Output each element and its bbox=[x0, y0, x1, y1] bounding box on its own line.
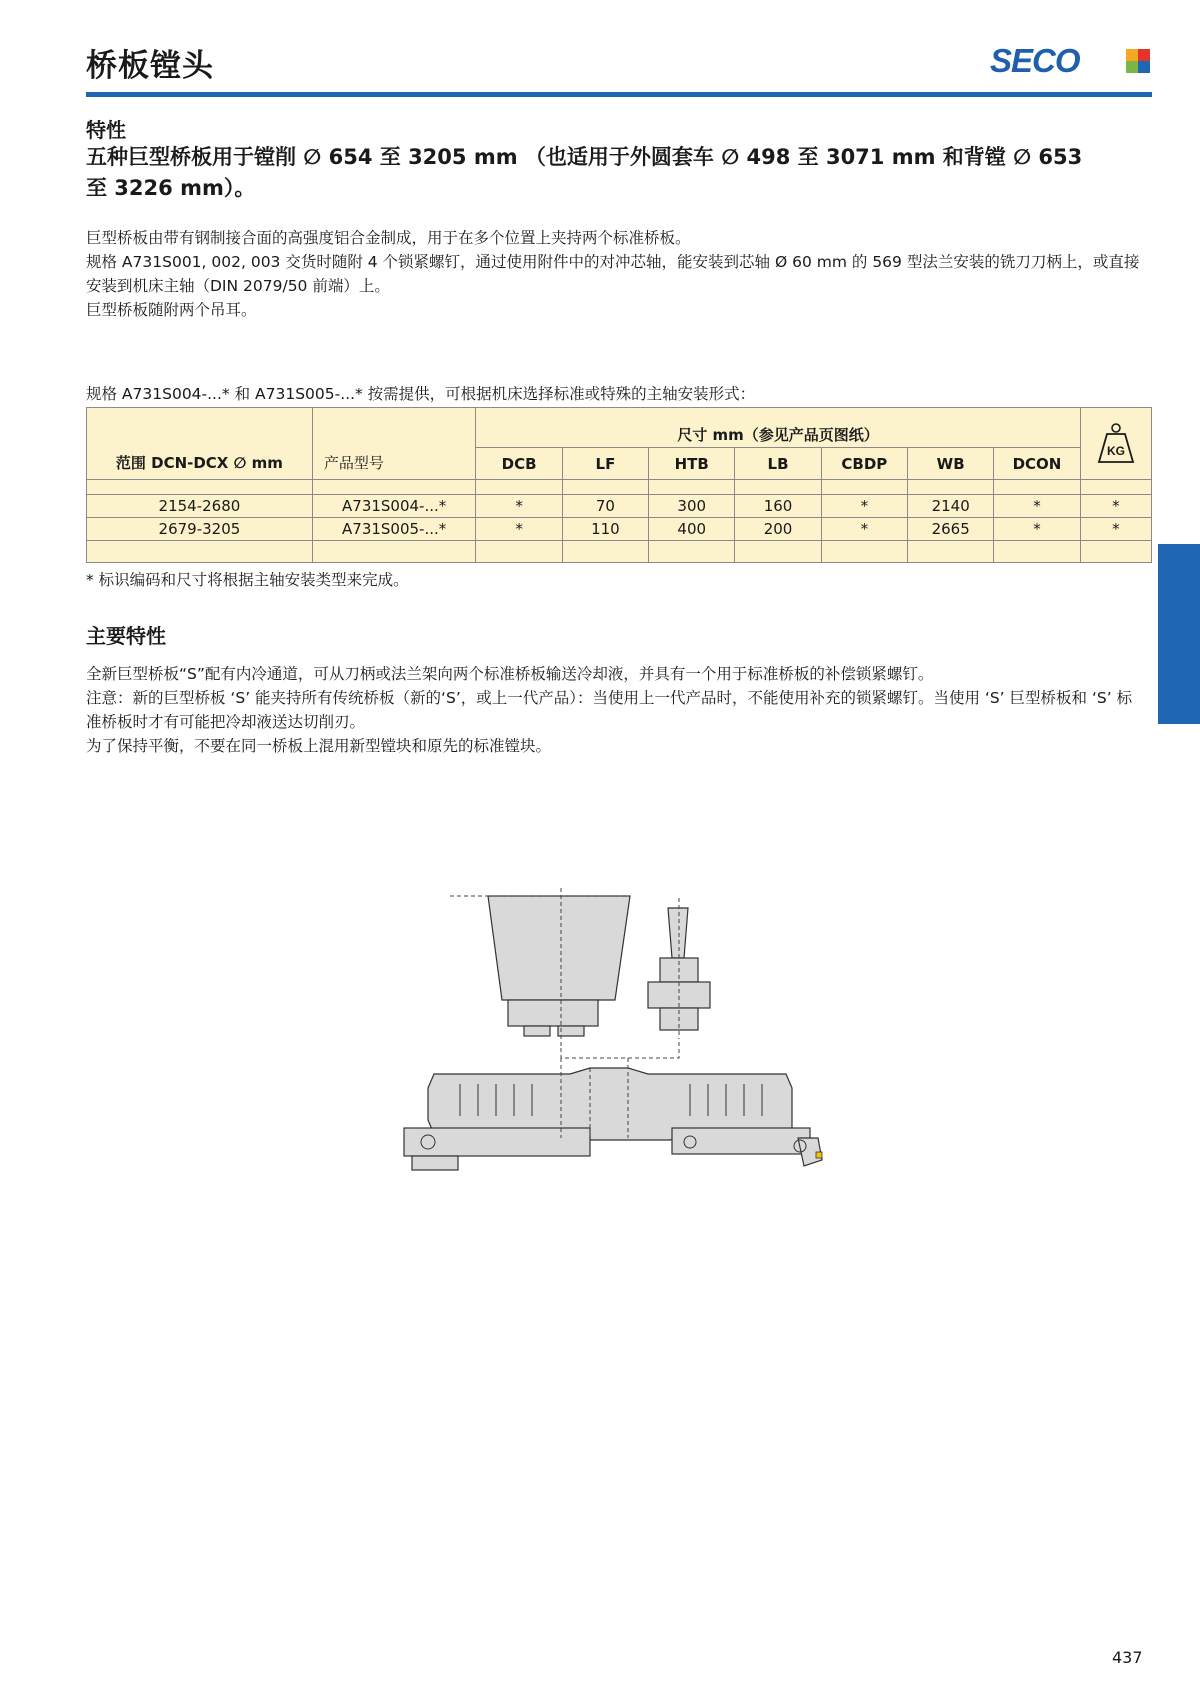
value-cell: 110 bbox=[562, 518, 648, 541]
features-paragraph: 规格 A731S001, 002, 003 交货时随附 4 个锁紧螺钉，通过使用附件中的对冲芯轴，能安装到芯轴 Ø 60 mm 的 569 型法兰安装的铣刀刀柄上，或直接安装到机床主轴（DIN 2079/50 前端）上。 bbox=[86, 253, 1140, 295]
value-cell: * bbox=[994, 518, 1080, 541]
weight-kg-icon bbox=[1096, 422, 1136, 466]
range-cell: 2154-2680 bbox=[87, 495, 313, 518]
table-footnote: * 标识编码和尺寸将根据主轴安装类型来完成。 bbox=[86, 571, 409, 589]
main-features-paragraph: 注意：新的巨型桥板 ‘S’ 能夹持所有传统桥板（新的‘S’，或上一代产品）：当使用上一代产品时，不能使用补充的锁紧螺钉。当使用 ‘S’ 巨型桥板和 ‘S’ 标准桥板时才有可能把冷却液送达切削刃。 bbox=[86, 689, 1133, 731]
spindle-housing bbox=[488, 896, 630, 1000]
features-intro: 五种巨型桥板用于镗削 ∅ 654 至 3205 mm （也适用于外圆套车 ∅ 498 至 3071 mm 和背镗 ∅ 653 至 3226 mm）。 bbox=[86, 145, 1083, 200]
value-cell: * bbox=[821, 495, 907, 518]
column-header: LF bbox=[562, 448, 648, 480]
table-caption: 规格 A731S004-...* 和 A731S005-...* 按需提供，可根据机床选择标准或特殊的主轴安装形式： bbox=[86, 385, 756, 403]
model-cell: A731S005-...* bbox=[312, 518, 476, 541]
table-spacer-row bbox=[87, 480, 1152, 495]
weight-icon-label: KG bbox=[1106, 443, 1125, 458]
table-row bbox=[87, 495, 1152, 518]
spec-table bbox=[86, 407, 1152, 563]
title-rule bbox=[86, 92, 1152, 97]
seco-logo bbox=[990, 44, 1150, 78]
model-cell: A731S004-...* bbox=[312, 495, 476, 518]
value-cell: * bbox=[476, 495, 562, 518]
value-cell: 160 bbox=[735, 495, 821, 518]
column-header: HTB bbox=[649, 448, 735, 480]
page-title: 桥板镗头 bbox=[86, 48, 214, 84]
value-cell: 200 bbox=[735, 518, 821, 541]
main-features-paragraph: 为了保持平衡，不要在同一桥板上混用新型镗块和原先的标准镗块。 bbox=[86, 737, 552, 755]
column-header: LB bbox=[735, 448, 821, 480]
range-cell: 2679-3205 bbox=[87, 518, 313, 541]
value-cell: 2665 bbox=[908, 518, 994, 541]
left-bridge bbox=[404, 1128, 590, 1156]
features-paragraph: 巨型桥板由带有钢制接合面的高强度铝合金制成，用于在多个位置上夹持两个标准桥板。 bbox=[86, 229, 691, 247]
bridge-tool-drawing bbox=[390, 888, 870, 1174]
column-header: CBDP bbox=[821, 448, 907, 480]
dimension-group-header: 尺寸 mm（参见产品页图纸） bbox=[476, 408, 1080, 448]
main-features-heading: 主要特性 bbox=[86, 624, 166, 648]
main-features-paragraph: 全新巨型桥板“S”配有内冷通道，可从刀柄或法兰架向两个标准桥板输送冷却液，并具有一个用于标准桥板的补偿锁紧螺钉。 bbox=[86, 665, 934, 683]
column-header: DCON bbox=[994, 448, 1080, 480]
value-cell: * bbox=[476, 518, 562, 541]
table-spacer-row bbox=[87, 541, 1152, 563]
features-heading: 特性 bbox=[86, 118, 126, 142]
value-cell: 2140 bbox=[908, 495, 994, 518]
section-tab bbox=[1158, 544, 1200, 724]
spindle-collar bbox=[508, 1000, 598, 1026]
range-header: 范围 DCN-DCX ∅ mm bbox=[87, 408, 313, 480]
page-number: 437 bbox=[1112, 1648, 1143, 1667]
column-header: DCB bbox=[476, 448, 562, 480]
main-features-paragraphs bbox=[86, 662, 1146, 758]
features-paragraphs bbox=[86, 226, 1146, 322]
model-header: 产品型号 bbox=[312, 408, 476, 480]
tool-holder-taper bbox=[668, 908, 688, 958]
weight-cell: * bbox=[1080, 495, 1151, 518]
column-header: WB bbox=[908, 448, 994, 480]
features-paragraph: 巨型桥板随附两个吊耳。 bbox=[86, 301, 257, 319]
value-cell: * bbox=[994, 495, 1080, 518]
weight-header bbox=[1080, 408, 1151, 480]
value-cell: 300 bbox=[649, 495, 735, 518]
weight-cell: * bbox=[1080, 518, 1151, 541]
logo-wordmark: SECO bbox=[990, 42, 1080, 79]
table-row bbox=[87, 518, 1152, 541]
value-cell: 70 bbox=[562, 495, 648, 518]
value-cell: 400 bbox=[649, 518, 735, 541]
logo-square-icon bbox=[1126, 49, 1150, 73]
value-cell: * bbox=[821, 518, 907, 541]
right-bridge bbox=[672, 1128, 810, 1154]
